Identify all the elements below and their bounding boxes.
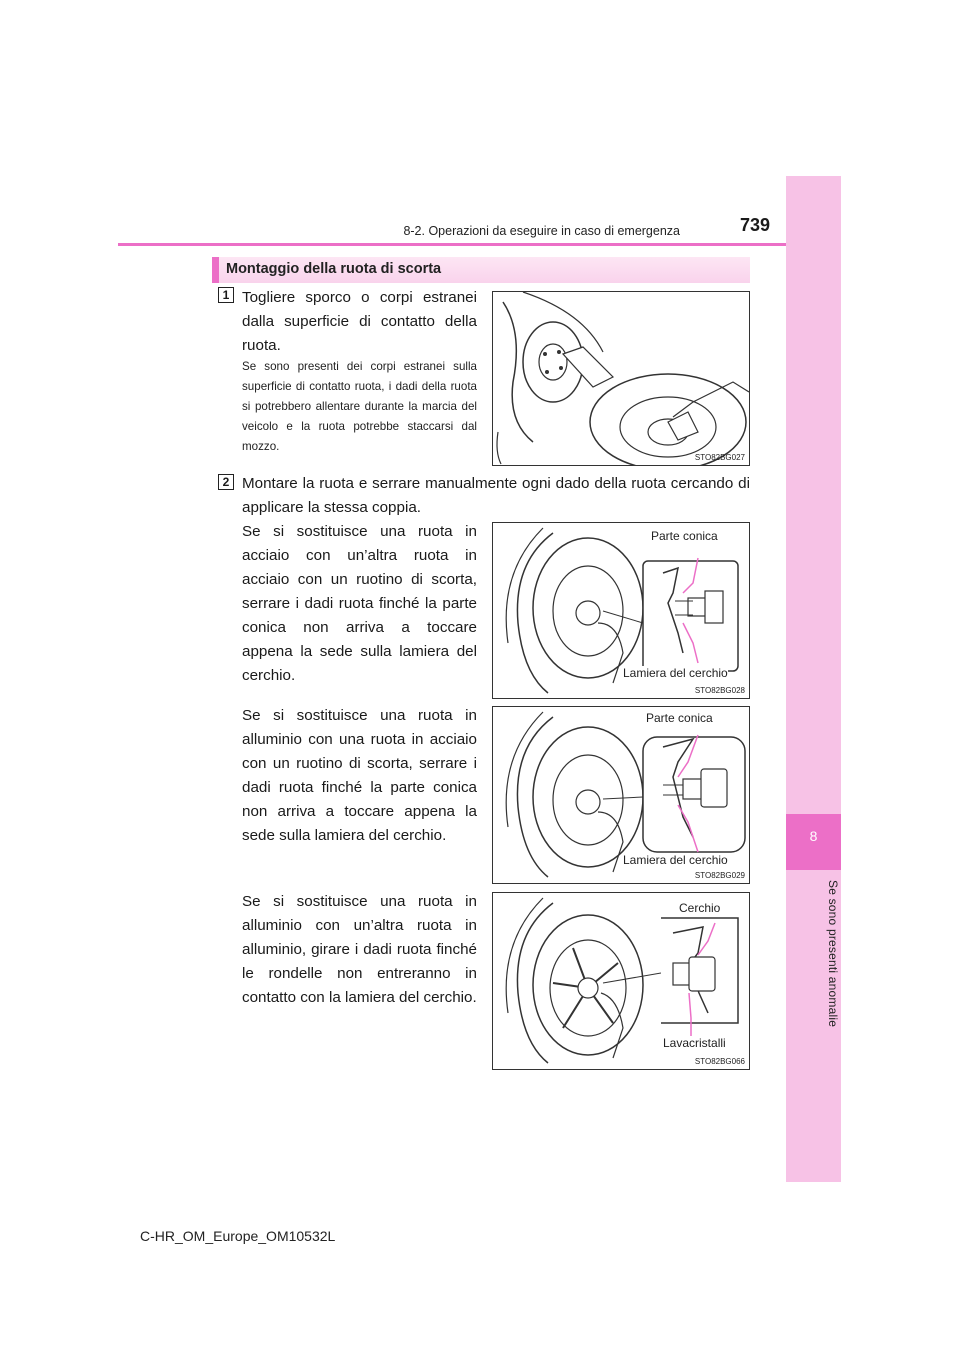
header-title: 8-2. Operazioni da eseguire in caso di emergenza [403,224,680,238]
figure-code: STO82BG066 [694,1057,745,1066]
header-rule [118,243,786,246]
case-alloy-to-steel-text: Se si sostituisce una ruota in alluminio con una ruota in acciaio con un ruotino di scorta, serrare i dadi ruota finché la parte conica non arriva a toccare appena la sede sulla lamiera del cerchio. [242,707,477,844]
case-steel-to-steel-text: Se si sostituisce una ruota in acciaio con un’altra ruota in acciaio con un ruotino di scorta, serrare i dadi ruota finché la parte conica non arriva a toccare appena la sede sulla lamiera del cerchio. [242,523,477,684]
figure-alloy-to-steel-wheel [492,706,750,884]
callout-parte-conica: Parte conica [651,529,718,543]
callout-lamiera-cerchio: Lamiera del cerchio [623,666,728,680]
step-1-text: Togliere sporco o corpi estranei dalla superficie di contatto della ruota. [242,289,477,354]
figure-code: STO82BG028 [694,686,745,695]
step-number-2: 2 [218,474,234,490]
callout-cerchio: Cerchio [679,901,721,915]
figure-wheel-cleaning [492,291,750,466]
wheel-cleaning-illustration [493,292,749,465]
figure-code: STO82BG027 [694,453,745,462]
figure-code: STO82BG029 [694,871,745,880]
chapter-number: 8 [809,828,818,844]
case-alloy-to-alloy-text: Se si sostituisce una ruota in alluminio con un’altra ruota in alluminio, girare i dadi ruota finché le rondelle non entreranno in contatto con la lamiera del cerchio. [242,893,477,1006]
chapter-label: Se sono presenti anomalie [826,880,840,1028]
callout-lavacristalli: Lavacristalli [663,1036,726,1050]
figure-steel-wheel [492,522,750,699]
footer-doc-id: C-HR_OM_Europe_OM10532L [140,1228,336,1244]
callout-lamiera-cerchio: Lamiera del cerchio [623,853,728,867]
figure-alloy-to-alloy-wheel [492,892,750,1070]
step-1-note: Se sono presenti dei corpi estranei sulla superficie di contatto ruota, i dadi della ruota si potrebbero allentare durante la marcia del veicolo e la ruota potrebbe staccarsi dal mozzo. [242,360,477,453]
step-number-1: 1 [218,287,234,303]
section-title: Montaggio della ruota di scorta [226,261,442,277]
callout-parte-conica: Parte conica [646,711,713,725]
page-number: 739 [739,215,770,235]
step-2-text: Montare la ruota e serrare manualmente ogni dado della ruota cercando di applicare la stessa coppia. [242,475,750,516]
